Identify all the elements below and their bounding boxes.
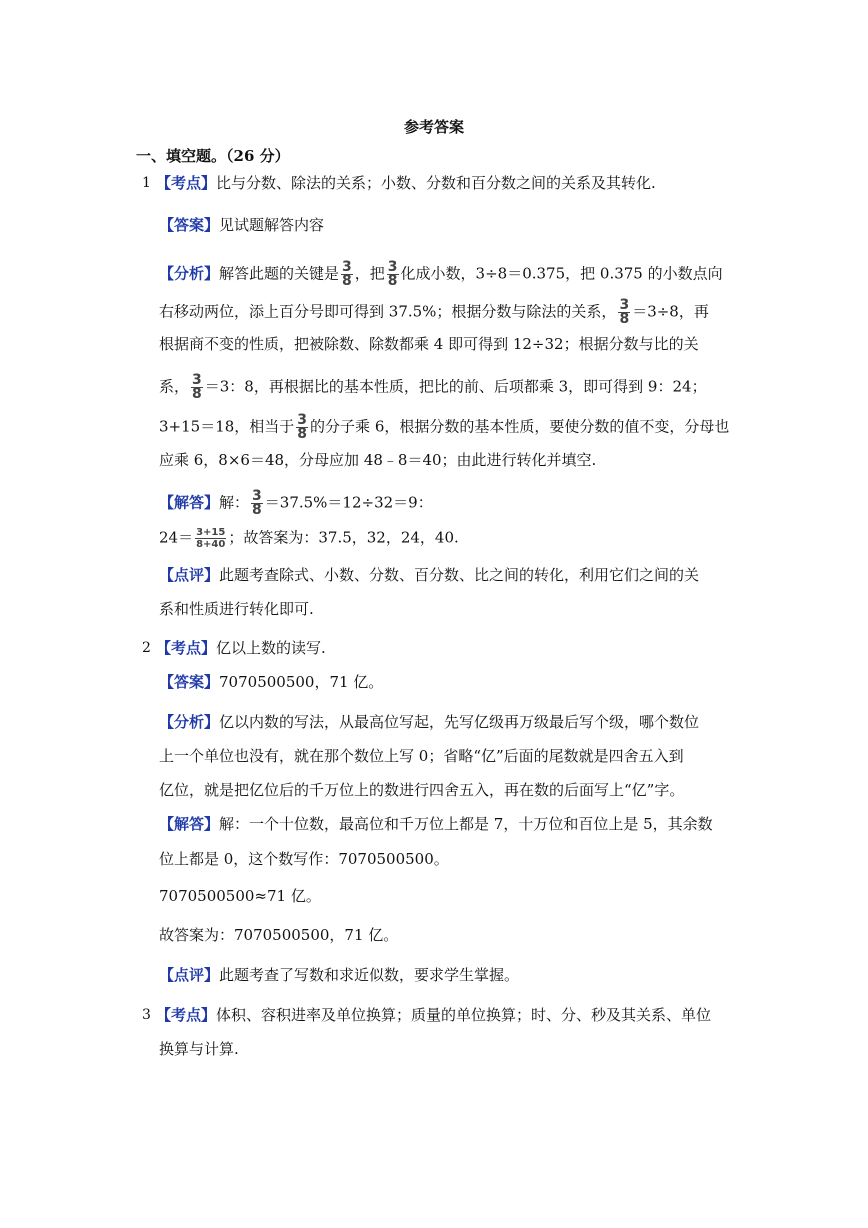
q2-jieda-line-2: 位上都是 0，这个数写作：7070500500。 (159, 850, 449, 868)
q1-jieda-line-1 (159, 490, 433, 517)
text-span: 此题考查除式、小数、分数、百分数、比之间的转化，利用它们之间的关 (219, 566, 700, 584)
text-span: 24＝ (159, 528, 194, 547)
page-title: 参考答案 (403, 118, 464, 136)
fraction (387, 261, 399, 288)
kaodian-tag: 【考点】 (156, 639, 217, 657)
fraction-denominator: 8 (252, 502, 262, 518)
daan-text: 7070500500，71 亿。 (219, 673, 384, 691)
q1-fenxi-line-2 (159, 299, 709, 326)
dianping-tag: 【点评】 (159, 566, 220, 584)
fraction-denominator: 8 (192, 386, 202, 402)
fraction-denominator: 8+40 (196, 539, 226, 550)
text-span: 解答此题的关键是 (219, 264, 340, 283)
question-number: 2 (142, 640, 151, 656)
text-span: 右移动两位，添上百分号即可得到 37.5%；根据分数与除法的关系， (159, 302, 617, 321)
text-span: 解： (219, 493, 250, 512)
text-span: ＝37.5%＝12÷32＝9： (264, 493, 433, 512)
fraction (296, 414, 308, 441)
q1-fenxi-line-4 (159, 374, 707, 401)
kaodian-tag: 【考点】 (156, 1006, 217, 1024)
q1-jieda-line-2 (159, 527, 459, 550)
q1-fenxi-line-3: 根据商不变的性质，把被除数、除数都乘 4 即可得到 12÷32；根据分数与比的关 (159, 335, 699, 353)
dianping-tag: 【点评】 (159, 966, 220, 984)
q2-jieda-line-1 (159, 814, 713, 834)
fraction-numerator: 3+15 (196, 527, 226, 538)
q1-fenxi-line-6: 应乘 6，8×6＝48，分母应加 48﹣8＝40；由此进行转化并填空. (159, 451, 597, 469)
fraction-numerator: 3 (619, 297, 630, 313)
kaodian-tag: 【考点】 (156, 174, 217, 192)
text-span: ，把 (354, 264, 385, 283)
q1-daan (159, 215, 324, 235)
text-span: 体积、容积进率及单位换算；质量的单位换算；时、分、秒及其关系、单位 (216, 1006, 712, 1024)
fraction (191, 374, 203, 401)
fraction (341, 261, 353, 288)
jieda-tag: 【解答】 (159, 493, 220, 512)
q3-kaodian-line-1 (156, 1005, 711, 1025)
jieda-tag: 【解答】 (159, 815, 220, 833)
q2-dianping (159, 965, 519, 985)
q1-fenxi-line-5 (159, 414, 729, 441)
q1-dianping-line-1 (159, 565, 699, 585)
q1-dianping-line-2: 系和性质进行转化即可. (159, 600, 314, 618)
daan-tag: 【答案】 (159, 673, 220, 691)
text-span: ；故答案为：37.5，32，24，40. (228, 528, 459, 547)
text-span: 此题考查了写数和求近似数，要求学生掌握。 (219, 966, 520, 984)
fraction-numerator: 3 (342, 259, 352, 275)
q2-daan (159, 672, 383, 692)
q2-kaodian (156, 638, 326, 658)
q2-jieda-line-4: 故答案为：7070500500，71 亿。 (159, 926, 399, 944)
fraction (618, 299, 630, 326)
fraction (251, 490, 263, 517)
daan-text: 见试题解答内容 (219, 216, 325, 234)
question-number: 1 (142, 175, 151, 191)
text-span: 的分子乘 6，根据分数的基本性质，要使分数的值不变，分母也 (310, 417, 730, 436)
question-number: 3 (142, 1007, 151, 1023)
text-span: 化成小数，3÷8＝0.375，把 0.375 的小数点向 (400, 264, 723, 283)
kaodian-text: 比与分数、除法的关系；小数、分数和百分数之间的关系及其转化. (216, 174, 656, 192)
q2-fenxi-line-2: 上一个单位也没有，就在那个数位上写 0；省略“亿”后面的尾数就是四舍五入到 (159, 747, 684, 765)
text-span: 亿以内数的写法，从最高位写起，先写亿级再万级最后写个级，哪个数位 (219, 713, 700, 731)
text-span: 解：一个十位数，最高位和千万位上都是 7，十万位和百位上是 5，其余数 (219, 815, 713, 833)
fraction-denominator: 8 (387, 273, 398, 289)
fraction-denominator: 8 (297, 426, 308, 442)
text-span: ＝3：8，再根据比的基本性质，把比的前、后项都乘 3，即可得到 9：24； (204, 377, 707, 396)
fraction-denominator: 8 (342, 273, 352, 289)
fenxi-tag: 【分析】 (159, 713, 220, 731)
q1-fenxi-line-1 (159, 261, 723, 288)
q1-kaodian (156, 173, 656, 193)
fraction-numerator: 3 (387, 259, 398, 275)
fraction (195, 527, 226, 550)
text-span: ＝3÷8，再 (632, 302, 709, 321)
fraction-numerator: 3 (192, 372, 202, 388)
daan-tag: 【答案】 (159, 216, 220, 234)
fraction-numerator: 3 (252, 488, 262, 504)
q2-jieda-line-3: 7070500500≈71 亿。 (159, 887, 321, 905)
text-span: 系， (159, 377, 190, 396)
q2-fenxi-line-3: 亿位，就是把亿位后的千万位上的数进行四舍五入，再在数的后面写上“亿”字。 (159, 781, 685, 799)
q3-kaodian-line-2: 换算与计算. (159, 1040, 239, 1058)
kaodian-text: 亿以上数的读写. (216, 639, 326, 657)
fraction-numerator: 3 (297, 412, 308, 428)
fenxi-tag: 【分析】 (159, 264, 220, 283)
q2-fenxi-line-1 (159, 712, 699, 732)
section-heading: 一、填空题。（26 分） (136, 147, 290, 165)
text-span: 3+15＝18，相当于 (159, 417, 295, 436)
fraction-denominator: 8 (619, 311, 630, 327)
